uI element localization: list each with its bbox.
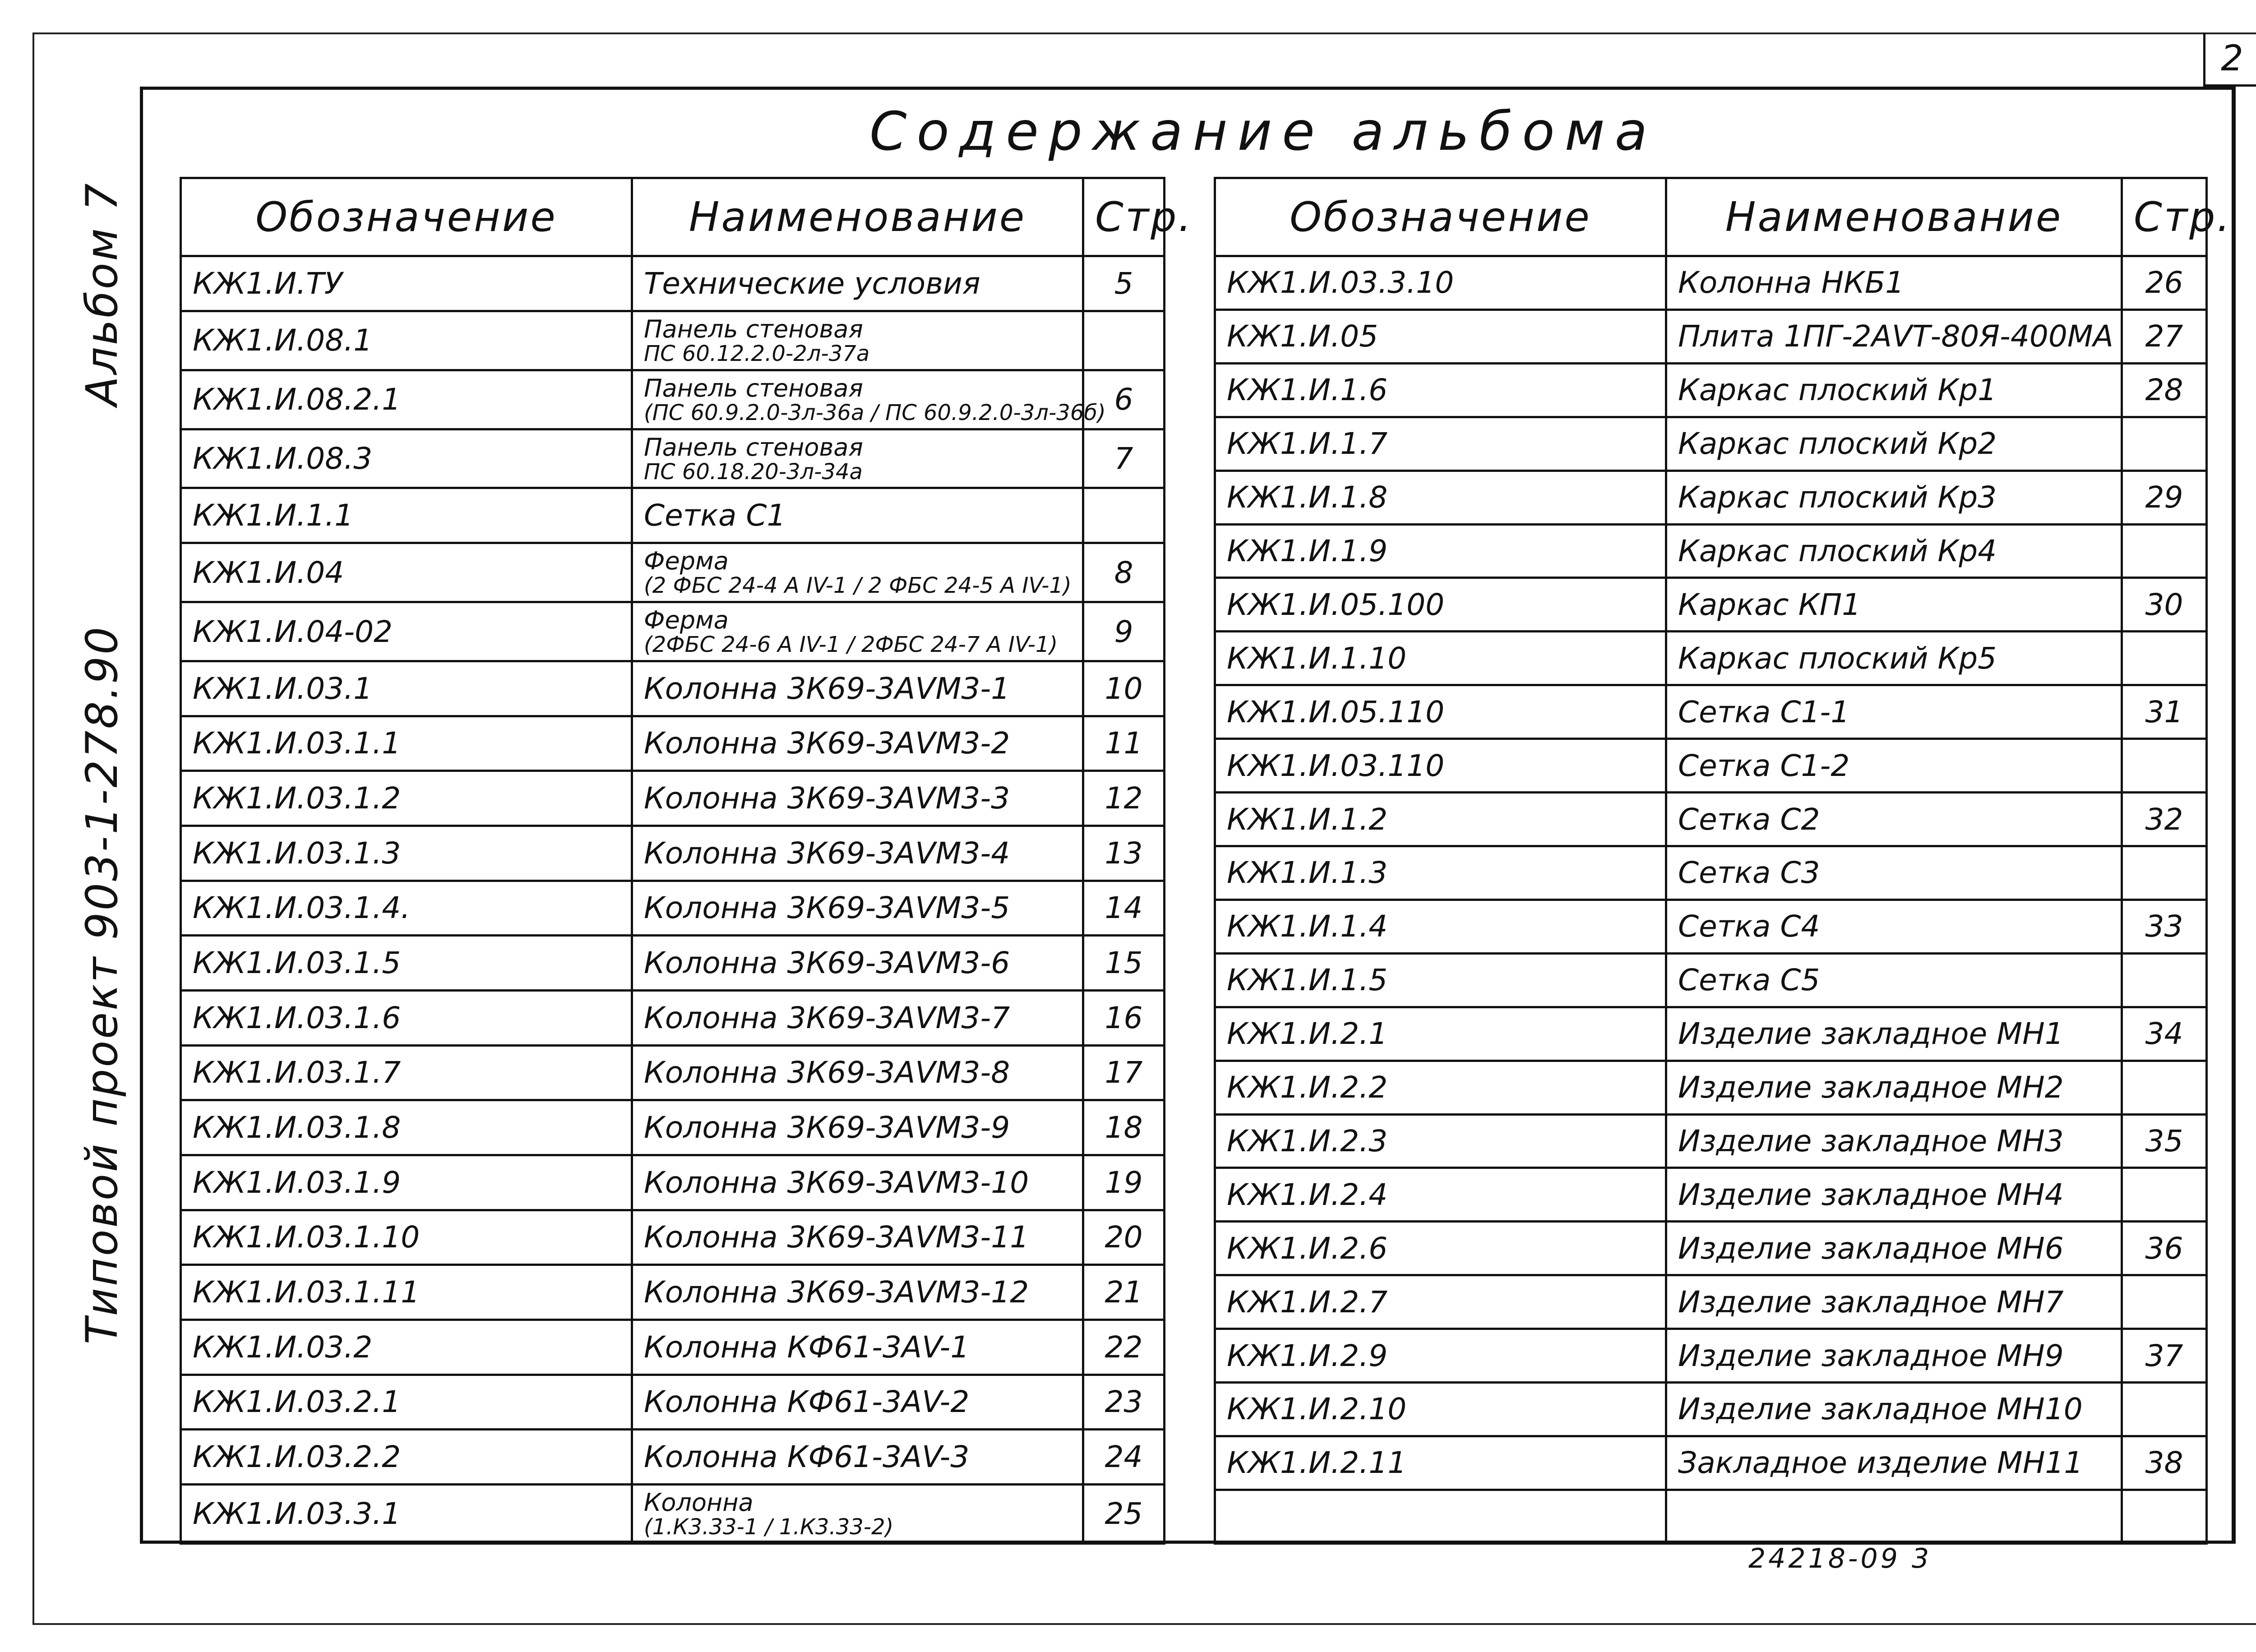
- row-name-text: Каркас плоский Кр5: [1678, 641, 1997, 676]
- row-name-text: Колонна 3К69-3АVМ3-1: [644, 671, 1010, 706]
- table-row: [181, 661, 1165, 716]
- row-name-text: Ферма: [644, 606, 729, 635]
- row-page: 6: [1083, 370, 1165, 429]
- row-designation: КЖ1.И.08.2.1: [181, 370, 632, 429]
- row-designation: КЖ1.И.03.1: [181, 661, 632, 716]
- row-page: 8: [1083, 543, 1165, 602]
- row-name: [1666, 1114, 2122, 1168]
- row-name: [632, 716, 1083, 771]
- row-name: [632, 256, 1083, 311]
- table-header: [1215, 178, 2207, 256]
- row-designation: КЖ1.И.1.4: [1215, 900, 1666, 953]
- row-name-subtext: ПС 60.18.20-3л-34а: [644, 459, 863, 485]
- row-name: [1666, 256, 2122, 310]
- table-row: [181, 602, 1165, 661]
- row-page: 34: [2122, 1007, 2207, 1061]
- row-name-subtext: (ПС 60.9.2.0-3л-36а / ПС 60.9.2.0-3л-36б): [644, 400, 1106, 425]
- row-name: [632, 1100, 1083, 1155]
- table-row: [1215, 632, 2207, 685]
- table-row: [181, 1045, 1165, 1100]
- row-name-text: Панель стеновая: [644, 314, 863, 343]
- row-name: [632, 1045, 1083, 1100]
- row-page: [2122, 846, 2207, 900]
- row-designation: КЖ1.И.05.100: [1215, 578, 1666, 632]
- row-page: 31: [2122, 685, 2207, 739]
- table-row: [1215, 1222, 2207, 1275]
- row-designation: КЖ1.И.1.8: [1215, 471, 1666, 524]
- row-page: 24: [1083, 1430, 1165, 1485]
- row-name: [632, 1265, 1083, 1320]
- row-designation: КЖ1.И.1.10: [1215, 632, 1666, 685]
- row-designation: КЖ1.И.1.1: [181, 488, 632, 543]
- row-name-text: Изделие закладное МН2: [1678, 1070, 2064, 1105]
- side-album-label: Альбом 7: [77, 181, 127, 406]
- row-name-text: Изделие закладное МН3: [1678, 1123, 2064, 1158]
- table-row: [181, 1320, 1165, 1375]
- header-page: Стр.: [1083, 178, 1165, 256]
- row-name-text: Изделие закладное МН6: [1678, 1231, 2064, 1266]
- row-name-text: Колонна 3К69-3АVМ3-2: [644, 726, 1010, 761]
- row-name-subtext: ПС 60.12.2.0-2л-37а: [644, 341, 870, 366]
- row-designation: КЖ1.И.1.7: [1215, 417, 1666, 471]
- row-name: [1666, 1061, 2122, 1114]
- row-page: 35: [2122, 1114, 2207, 1168]
- row-designation: КЖ1.И.1.5: [1215, 953, 1666, 1007]
- row-name-text: Колонна 3К69-3АVМ3-8: [644, 1055, 1010, 1090]
- row-designation: КЖ1.И.03.3.1: [181, 1484, 632, 1543]
- row-page: 9: [1083, 602, 1165, 661]
- row-name-text: Каркас плоский Кр2: [1678, 426, 1997, 461]
- row-name: [1666, 1275, 2122, 1329]
- row-page: 29: [2122, 471, 2207, 524]
- row-page: 26: [2122, 256, 2207, 310]
- row-name: [1666, 1222, 2122, 1275]
- side-project-label: Типовой проект 903-1-278.90: [77, 625, 127, 1344]
- row-page: 30: [2122, 578, 2207, 632]
- row-name: [632, 311, 1083, 370]
- row-name: [632, 1430, 1083, 1485]
- row-page: [2122, 1490, 2207, 1543]
- row-designation: КЖ1.И.2.7: [1215, 1275, 1666, 1329]
- row-name-text: Каркас КП1: [1678, 587, 1861, 622]
- row-page: [2122, 524, 2207, 578]
- table-row: [181, 716, 1165, 771]
- row-name-text: Ферма: [644, 547, 729, 576]
- row-page: [2122, 1061, 2207, 1114]
- row-page: 28: [2122, 363, 2207, 417]
- row-page: 27: [2122, 309, 2207, 363]
- row-designation: КЖ1.И.03.1.8: [181, 1100, 632, 1155]
- row-name-text: Колонна 3К69-3АVМ3-11: [644, 1220, 1029, 1255]
- row-name-text: Изделие закладное МН9: [1678, 1338, 2064, 1373]
- table-row: [181, 1375, 1165, 1430]
- row-page: [2122, 1383, 2207, 1436]
- contents-table-left: [180, 177, 1193, 1545]
- row-designation: КЖ1.И.2.4: [1215, 1168, 1666, 1222]
- table-row: [181, 881, 1165, 936]
- row-page: [2122, 417, 2207, 471]
- row-name-text: Сетка С1: [644, 498, 786, 533]
- row-name-text: Изделие закладное МН1: [1678, 1016, 2064, 1052]
- row-designation: КЖ1.И.05.110: [1215, 685, 1666, 739]
- row-name-text: Колонна КФ61-3АV-1: [644, 1329, 970, 1365]
- footer-code: 24218-09 3: [1748, 1543, 1932, 1574]
- row-page: 16: [1083, 990, 1165, 1045]
- row-name-text: Изделие закладное МН4: [1678, 1177, 2064, 1212]
- row-name: [632, 1375, 1083, 1430]
- table-row: [1215, 578, 2207, 632]
- row-name: [632, 661, 1083, 716]
- row-designation: КЖ1.И.03.1.6: [181, 990, 632, 1045]
- row-name-text: Сетка С1-2: [1678, 748, 1850, 783]
- table-row: [1215, 739, 2207, 793]
- row-page: [2122, 1275, 2207, 1329]
- row-designation: КЖ1.И.2.10: [1215, 1383, 1666, 1436]
- row-name: [1666, 309, 2122, 363]
- table-row: [1215, 793, 2207, 846]
- row-name-text: Колонна 3К69-3АVМ3-7: [644, 1000, 1010, 1035]
- row-page: 18: [1083, 1100, 1165, 1155]
- row-name-text: Панель стеновая: [644, 374, 863, 402]
- row-designation: КЖ1.И.1.2: [1215, 793, 1666, 846]
- row-name: [1666, 1329, 2122, 1383]
- row-page: 12: [1083, 771, 1165, 826]
- table-row: [181, 771, 1165, 826]
- table-row: [1215, 1007, 2207, 1061]
- table-row: [1215, 524, 2207, 578]
- row-name-text: Изделие закладное МН7: [1678, 1284, 2064, 1320]
- row-page: [1083, 488, 1165, 543]
- row-designation: КЖ1.И.03.2: [181, 1320, 632, 1375]
- row-designation: [1215, 1490, 1666, 1543]
- contents-table-right: [1214, 177, 2232, 1545]
- row-name: [632, 1320, 1083, 1375]
- row-name-text: Колонна 3К69-3АVМ3-3: [644, 781, 1010, 816]
- row-name: [1666, 793, 2122, 846]
- row-designation: КЖ1.И.1.6: [1215, 363, 1666, 417]
- row-designation: КЖ1.И.1.3: [1215, 846, 1666, 900]
- table-row: [1215, 953, 2207, 1007]
- row-name: [1666, 632, 2122, 685]
- row-designation: КЖ1.И.03.1.11: [181, 1265, 632, 1320]
- sheet-number: 2: [2203, 32, 2256, 87]
- row-designation: КЖ1.И.03.110: [1215, 739, 1666, 793]
- row-name-text: Колонна 3К69-3АVМ3-10: [644, 1165, 1029, 1200]
- row-page: 37: [2122, 1329, 2207, 1383]
- row-name-subtext: (1.К3.33-1 / 1.К3.33-2): [644, 1514, 894, 1540]
- table-row: [181, 826, 1165, 881]
- row-page: 19: [1083, 1155, 1165, 1210]
- row-designation: КЖ1.И.03.2.2: [181, 1430, 632, 1485]
- row-name: [1666, 417, 2122, 471]
- row-page: 5: [1083, 256, 1165, 311]
- row-name-text: Технические условия: [644, 266, 980, 301]
- row-designation: КЖ1.И.04: [181, 543, 632, 602]
- row-name-text: Закладное изделие МН11: [1678, 1445, 2083, 1481]
- table-row: [1215, 309, 2207, 363]
- row-designation: КЖ1.И.2.3: [1215, 1114, 1666, 1168]
- row-name: [1666, 471, 2122, 524]
- row-name: [632, 543, 1083, 602]
- row-page: 21: [1083, 1265, 1165, 1320]
- row-name: [1666, 1436, 2122, 1490]
- row-name-text: Каркас плоский Кр3: [1678, 480, 1997, 515]
- row-name-subtext: (2 ФБС 24-4 А IV-1 / 2 ФБС 24-5 А IV-1): [644, 573, 1072, 599]
- row-designation: КЖ1.И.03.1.7: [181, 1045, 632, 1100]
- row-name-text: Сетка С4: [1678, 909, 1820, 944]
- row-name: [632, 488, 1083, 543]
- row-page: 14: [1083, 881, 1165, 936]
- table-row: [1215, 417, 2207, 471]
- row-name-text: Колонна 3К69-3АVМ3-4: [644, 835, 1010, 871]
- row-page: 15: [1083, 936, 1165, 991]
- row-page: [2122, 1168, 2207, 1222]
- row-page: 36: [2122, 1222, 2207, 1275]
- row-name: [632, 826, 1083, 881]
- table-row: [181, 1155, 1165, 1210]
- row-name: [1666, 900, 2122, 953]
- row-designation: КЖ1.И.2.2: [1215, 1061, 1666, 1114]
- row-name-text: Сетка С3: [1678, 855, 1820, 891]
- row-name: [1666, 739, 2122, 793]
- row-name-text: Колонна: [644, 1488, 754, 1517]
- row-name: [632, 429, 1083, 488]
- header-designation: Обозначение: [1215, 178, 1666, 256]
- row-page: [2122, 739, 2207, 793]
- row-page: [2122, 953, 2207, 1007]
- row-name: [1666, 1168, 2122, 1222]
- row-name: [1666, 1007, 2122, 1061]
- row-name: [632, 936, 1083, 991]
- table-row: [181, 936, 1165, 991]
- row-page: 13: [1083, 826, 1165, 881]
- row-name: [1666, 953, 2122, 1007]
- table-row: [1215, 1114, 2207, 1168]
- row-name-text: Колонна НКБ1: [1678, 265, 1905, 300]
- row-page: 7: [1083, 429, 1165, 488]
- table-row: [181, 1484, 1165, 1543]
- page-title: Содержание альбома: [869, 100, 1657, 162]
- row-name-text: Изделие закладное МН10: [1678, 1392, 2083, 1427]
- row-name-text: Колонна 3К69-3АVМ3-6: [644, 946, 1010, 981]
- row-designation: КЖ1.И.03.2.1: [181, 1375, 632, 1430]
- row-name: [632, 990, 1083, 1045]
- table-row: [1215, 900, 2207, 953]
- table-row: [181, 1265, 1165, 1320]
- row-name-text: Колонна 3К69-3АVМ3-12: [644, 1275, 1029, 1310]
- row-designation: КЖ1.И.03.1.5: [181, 936, 632, 991]
- table-row: [1215, 1383, 2207, 1436]
- row-designation: КЖ1.И.2.9: [1215, 1329, 1666, 1383]
- table-row: [1215, 846, 2207, 900]
- row-name: [1666, 685, 2122, 739]
- row-name: [1666, 524, 2122, 578]
- row-designation: КЖ1.И.03.1.9: [181, 1155, 632, 1210]
- row-name-text: Панель стеновая: [644, 433, 863, 461]
- row-designation: КЖ1.И.08.1: [181, 311, 632, 370]
- table-row: [181, 311, 1165, 370]
- table-row: [1215, 1061, 2207, 1114]
- row-designation: КЖ1.И.03.1.10: [181, 1210, 632, 1265]
- row-name: [632, 1484, 1083, 1543]
- row-designation: КЖ1.И.2.6: [1215, 1222, 1666, 1275]
- row-name: [632, 1155, 1083, 1210]
- row-page: 22: [1083, 1320, 1165, 1375]
- table-row: [181, 1210, 1165, 1265]
- row-designation: КЖ1.И.2.11: [1215, 1436, 1666, 1490]
- row-page: 10: [1083, 661, 1165, 716]
- table-row: [1215, 256, 2207, 310]
- row-name-text: Сетка С2: [1678, 802, 1820, 837]
- row-designation: КЖ1.И.03.1.2: [181, 771, 632, 826]
- table-row: [181, 1430, 1165, 1485]
- row-name: [632, 771, 1083, 826]
- row-name-text: Колонна КФ61-3АV-2: [644, 1384, 970, 1420]
- row-name-text: Каркас плоский Кр1: [1678, 373, 1997, 408]
- row-designation: КЖ1.И.08.3: [181, 429, 632, 488]
- row-name-text: Колонна 3К69-3АVМ3-5: [644, 891, 1010, 926]
- row-designation: КЖ1.И.04-02: [181, 602, 632, 661]
- row-name: [1666, 578, 2122, 632]
- table-row: [181, 1100, 1165, 1155]
- table-row: [1215, 1275, 2207, 1329]
- row-page: 17: [1083, 1045, 1165, 1100]
- row-page: 32: [2122, 793, 2207, 846]
- row-name: [1666, 363, 2122, 417]
- row-name-text: Колонна КФ61-3АV-3: [644, 1440, 970, 1475]
- table-header: [181, 178, 1165, 256]
- header-name: Наименование: [632, 178, 1083, 256]
- row-page: [2122, 632, 2207, 685]
- row-name: [632, 602, 1083, 661]
- row-page: 20: [1083, 1210, 1165, 1265]
- row-name-text: Сетка С1-1: [1678, 694, 1850, 729]
- table-row: [181, 370, 1165, 429]
- row-designation: КЖ1.И.03.1.3: [181, 826, 632, 881]
- table-row: [181, 990, 1165, 1045]
- table-row: [1215, 1436, 2207, 1490]
- row-name-text: Каркас плоский Кр4: [1678, 533, 1997, 568]
- table-row: [1215, 1168, 2207, 1222]
- table-row: [1215, 1490, 2207, 1543]
- row-page: 23: [1083, 1375, 1165, 1430]
- row-designation: КЖ1.И.2.1: [1215, 1007, 1666, 1061]
- row-page: 11: [1083, 716, 1165, 771]
- table-row: [181, 256, 1165, 311]
- row-designation: КЖ1.И.03.1.1: [181, 716, 632, 771]
- row-name: [632, 1210, 1083, 1265]
- table-row: [1215, 363, 2207, 417]
- row-designation: КЖ1.И.ТУ: [181, 256, 632, 311]
- row-name: [1666, 846, 2122, 900]
- row-designation: КЖ1.И.03.3.10: [1215, 256, 1666, 310]
- row-name-subtext: (2ФБС 24-6 А IV-1 / 2ФБС 24-7 А IV-1): [644, 632, 1058, 658]
- row-name: [1666, 1490, 2122, 1543]
- row-name-text: Колонна 3К69-3АVМ3-9: [644, 1110, 1010, 1145]
- row-name-text: Сетка С5: [1678, 963, 1820, 998]
- row-page: 38: [2122, 1436, 2207, 1490]
- row-page: 33: [2122, 900, 2207, 953]
- row-page: 25: [1083, 1484, 1165, 1543]
- header-name: Наименование: [1666, 178, 2122, 256]
- row-name: [1666, 1383, 2122, 1436]
- header-designation: Обозначение: [181, 178, 632, 256]
- table-row: [181, 488, 1165, 543]
- row-page: [1083, 311, 1165, 370]
- table-row: [1215, 471, 2207, 524]
- row-name: [632, 881, 1083, 936]
- header-page: Стр.: [2122, 178, 2207, 256]
- table-row: [1215, 1329, 2207, 1383]
- row-designation: КЖ1.И.03.1.4.: [181, 881, 632, 936]
- row-designation: КЖ1.И.1.9: [1215, 524, 1666, 578]
- row-designation: КЖ1.И.05: [1215, 309, 1666, 363]
- table-row: [181, 429, 1165, 488]
- row-name-text: Плита 1ПГ-2АVТ-80Я-400МА: [1678, 319, 2113, 354]
- table-row: [1215, 685, 2207, 739]
- row-name: [632, 370, 1106, 429]
- table-row: [181, 543, 1165, 602]
